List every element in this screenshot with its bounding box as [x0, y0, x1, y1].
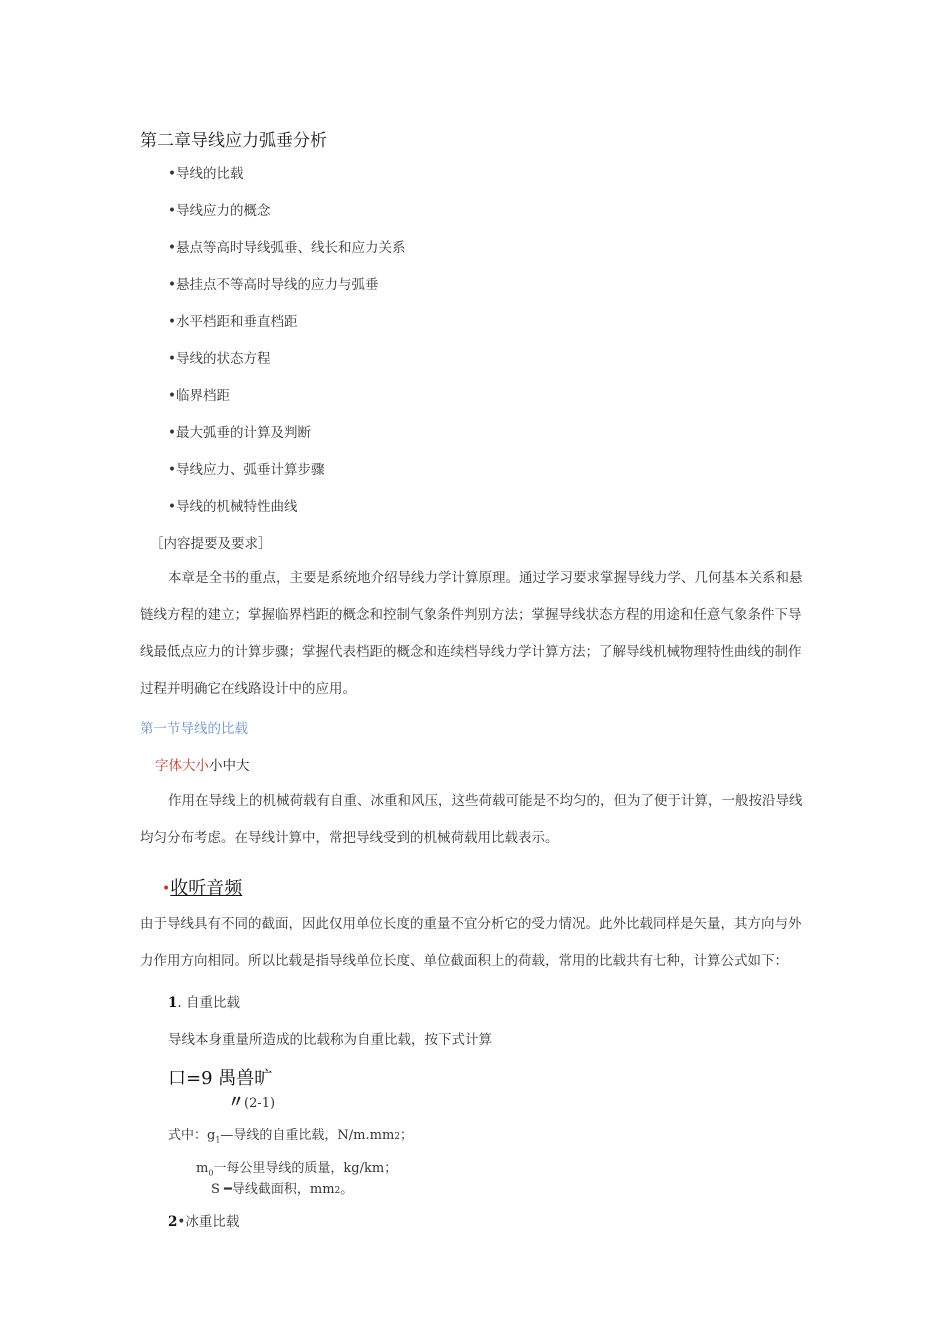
toc-item[interactable]: •悬挂点不等高时导线的应力与弧垂: [168, 277, 379, 293]
requirements-heading: ［内容提要及要求］: [150, 536, 272, 552]
where-definition: 式中：$g_1—$导线的自重比载，N/m.mm2；: [168, 1128, 414, 1145]
intro-paragraph: 本章是全书的重点，主要是系统地介绍导线力学计算原理。通过学习要求掌握导线力学、几何基本关系和悬链线方程的建立；掌握临界档距的概念和控制气象条件判别方法；掌握导线状态方程的用途和任意气象条件下导线最低点应力的计算步骤；掌握代表档距的概念和连续档导线力学计算方法；了解导线机械物理特性曲线的制作过程并明确它在线路设计中的应用。: [140, 570, 803, 697]
font-size-label: 字体大小: [155, 758, 209, 774]
load-paragraph: 作用在导线上的机械荷载有自重、冰重和风压，这些荷载可能是不均匀的，但为了便于计算，一般按沿导线均匀分布考虑。在导线计算中，常把导线受到的机械荷载用比载表示。: [140, 793, 803, 846]
toc-item[interactable]: •导线的机械特性曲线: [168, 499, 298, 515]
formula-number-row: [228, 1089, 275, 1112]
toc-item[interactable]: •临界档距: [168, 388, 230, 404]
item-ice-weight-heading: 2•冰重比载: [168, 1214, 240, 1230]
toc-item[interactable]: •导线的比载: [168, 166, 244, 182]
toc-item[interactable]: •最大弧垂的计算及判断: [168, 425, 311, 441]
listen-audio-link[interactable]: •收听音频: [162, 878, 243, 899]
definition-s: S ━导线截面积，mm2。: [211, 1182, 354, 1197]
definition-m0: $m_0$一每公里导线的质量，kg/km；: [196, 1161, 398, 1178]
toc-item[interactable]: •导线应力、弧垂计算步骤: [168, 462, 325, 478]
toc-item[interactable]: •导线的状态方程: [168, 351, 271, 367]
item-self-weight-desc: 导线本身重量所造成的比载称为自重比载，按下式计算: [168, 1032, 492, 1048]
formula-number: (2-1): [244, 1096, 276, 1111]
specific-load-paragraph: 由于导线具有不同的截面，因此仅用单位长度的重量不宜分析它的受力情况。此外比载同样是矢量，其方向与外力作用方向相同。所以比载是指导线单位长度、单位截面积上的荷载，常用的比载共有七种，计算公式如下：: [140, 916, 802, 969]
font-size-control: [155, 754, 250, 774]
toc-item[interactable]: •水平档距和垂直档距: [168, 314, 298, 330]
toc-item[interactable]: •悬点等高时导线弧垂、线长和应力关系: [168, 240, 406, 256]
chapter-title: 第二章导线应力弧垂分析: [140, 131, 327, 151]
font-size-options[interactable]: 小中大: [209, 758, 250, 774]
item-self-weight-heading: 1. 自重比载: [168, 995, 240, 1011]
bullet-icon: •: [162, 881, 171, 897]
toc-item[interactable]: •导线应力的概念: [168, 203, 271, 219]
formula-main: 口=9 禺兽旷: [168, 1068, 273, 1089]
formula-mark: 〃: [228, 1092, 245, 1111]
section-title[interactable]: 第一节导线的比载: [140, 721, 248, 737]
